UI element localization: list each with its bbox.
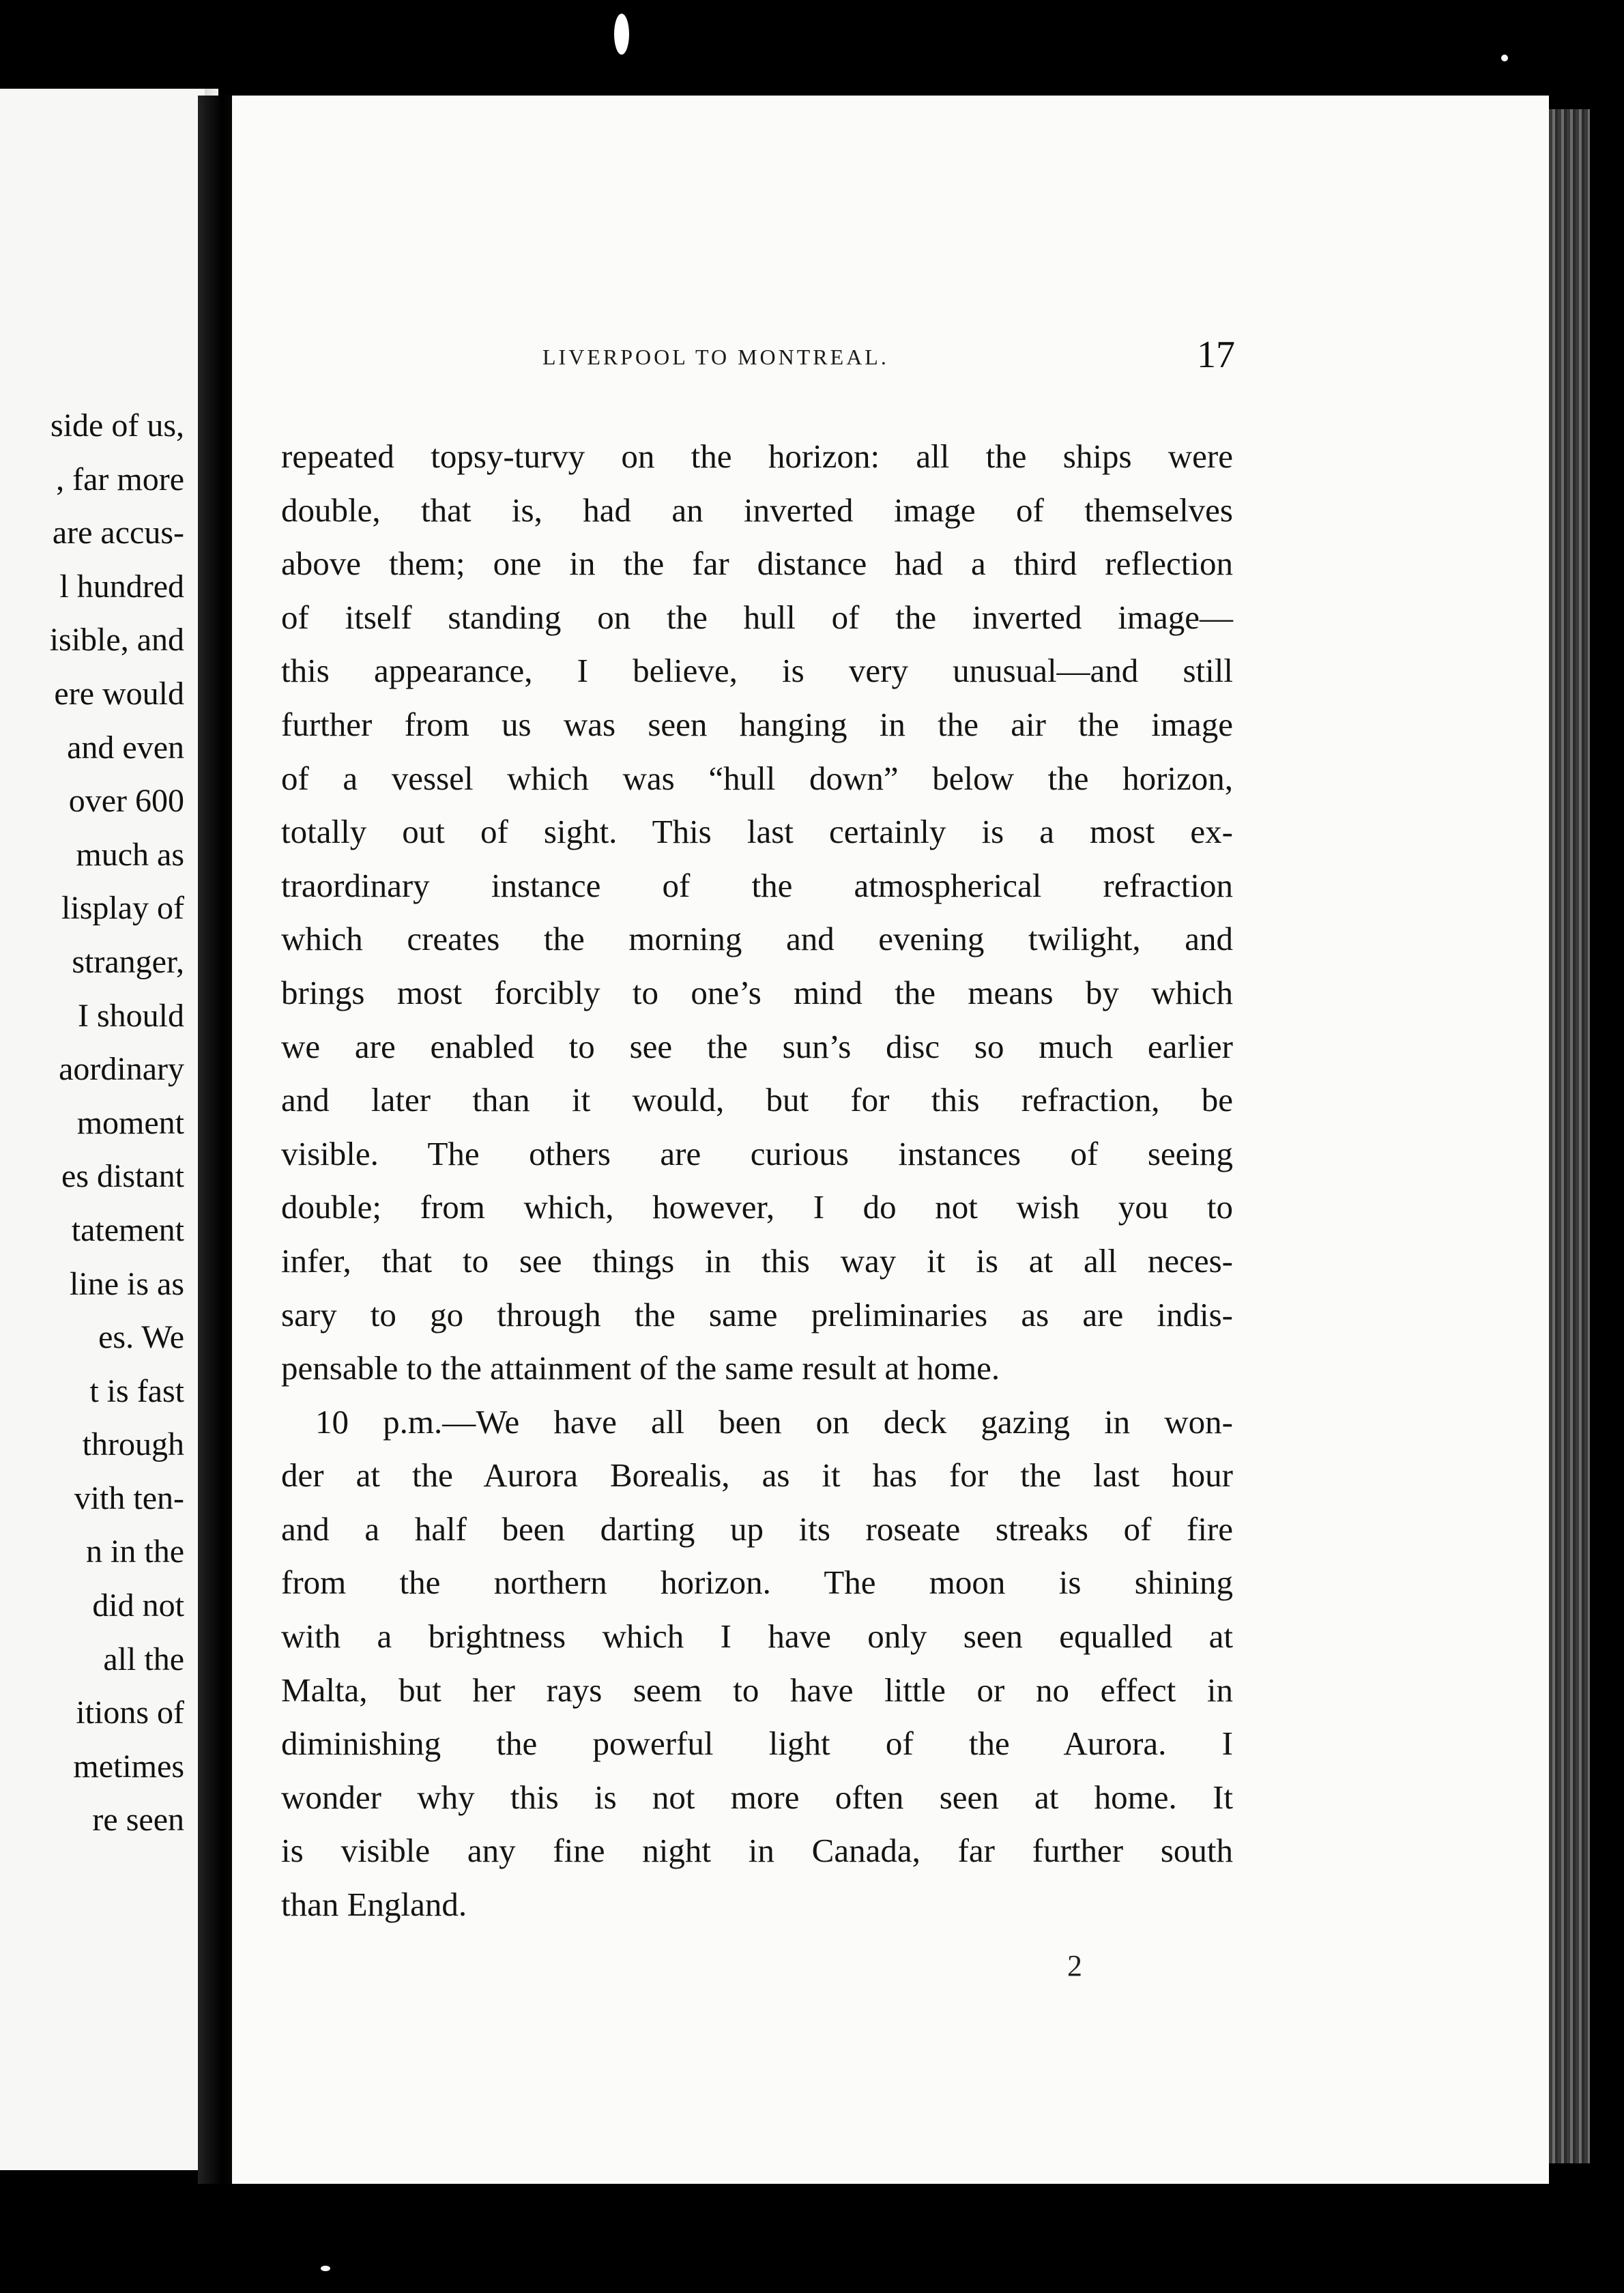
text-line: double, that is, had an inverted image of themselves [281, 491, 1233, 529]
text-line: this appearance, I believe, is very unusual—and still [281, 652, 1233, 690]
text-line: 10 p.m.—We have all been on deck gazing in won- [315, 1402, 1233, 1441]
text-line: than England. [281, 1886, 467, 1924]
text-line: der at the Aurora Borealis, as it has for the last hour [281, 1456, 1233, 1495]
text-line: of itself standing on the hull of the inverted image— [281, 598, 1233, 636]
text-line: Malta, but her rays seem to have little or no effect in [281, 1671, 1233, 1709]
text-line: visible. The others are curious instances of seeing [281, 1134, 1233, 1172]
page-stack-edge [1549, 109, 1590, 2163]
text-line: wonder why this is not more often seen at home. It [281, 1778, 1233, 1816]
text-line: above them; one in the far distance had a third reflection [281, 545, 1233, 583]
text-line: pensable to the attainment of the same result at home. [281, 1349, 1000, 1387]
left-line: isible, and [49, 622, 184, 659]
signature-mark: 2 [1067, 1949, 1082, 1982]
text-line: we are enabled to see the sun’s disc so much earlier [281, 1027, 1233, 1065]
text-line: infer, that to see things in this way it is at all neces- [281, 1241, 1233, 1280]
left-line: tatement [71, 1211, 184, 1248]
left-line: t is fast [89, 1372, 184, 1409]
text-line: is visible any fine night in Canada, far further south [281, 1832, 1233, 1870]
left-line: all the [103, 1641, 184, 1677]
page-number: 17 [1197, 334, 1235, 376]
left-line: itions of [76, 1694, 184, 1731]
text-line: which creates the morning and evening twilight, and [281, 920, 1233, 958]
left-line: moment [76, 1104, 184, 1141]
text-line: repeated topsy-turvy on the horizon: all the ships were [281, 437, 1233, 475]
left-line: n in the [86, 1533, 184, 1570]
left-line: l hundred [59, 568, 184, 605]
text-line: brings most forcibly to one’s mind the means by which [281, 973, 1233, 1011]
left-line: es distant [61, 1158, 184, 1195]
text-line: diminishing the powerful light of the Aurora. I [281, 1725, 1233, 1763]
text-line: and a half been darting up its roseate streaks of fire [281, 1510, 1233, 1548]
left-line: metimes [73, 1748, 184, 1785]
left-line: aordinary [59, 1051, 184, 1088]
running-header: LIVERPOOL TO MONTREAL. [542, 345, 889, 369]
left-line: line is as [70, 1265, 184, 1302]
left-line: side of us, [50, 407, 184, 444]
text-line: and later than it would, but for this refraction, be [281, 1081, 1233, 1119]
left-line: re seen [92, 1802, 184, 1838]
text-line: traordinary instance of the atmospherical refraction [281, 866, 1233, 904]
left-line: es. We [98, 1319, 184, 1356]
left-line: ere would [54, 675, 184, 712]
text-line: double; from which, however, I do not wish you to [281, 1188, 1233, 1226]
left-page-text [0, 399, 184, 1847]
scan-speck [614, 14, 629, 55]
left-line: lisplay of [61, 890, 184, 927]
left-line: much as [76, 836, 184, 873]
text-line: further from us was seen hanging in the air the image [281, 705, 1233, 743]
left-line: through [82, 1426, 184, 1463]
body-text [281, 430, 1233, 1932]
left-line: stranger, [72, 943, 184, 980]
text-line: with a brightness which I have only seen equalled at [281, 1617, 1233, 1656]
text-line: sary to go through the same preliminaries as are indis- [281, 1295, 1233, 1333]
scan-speck [1501, 55, 1508, 61]
text-line: from the northern horizon. The moon is shining [281, 1563, 1233, 1602]
left-line: and even [67, 729, 184, 766]
left-line: are accus- [52, 515, 184, 551]
text-line: totally out of sight. This last certainly is a most ex- [281, 813, 1233, 851]
left-line: did not [92, 1587, 184, 1624]
left-line: , far more [56, 461, 184, 497]
left-line: I should [78, 997, 184, 1034]
left-line: over 600 [68, 783, 184, 820]
scan-speck [321, 2266, 330, 2271]
text-line: of a vessel which was “hull down” below the horizon, [281, 759, 1233, 797]
left-line: vith ten- [74, 1480, 184, 1516]
